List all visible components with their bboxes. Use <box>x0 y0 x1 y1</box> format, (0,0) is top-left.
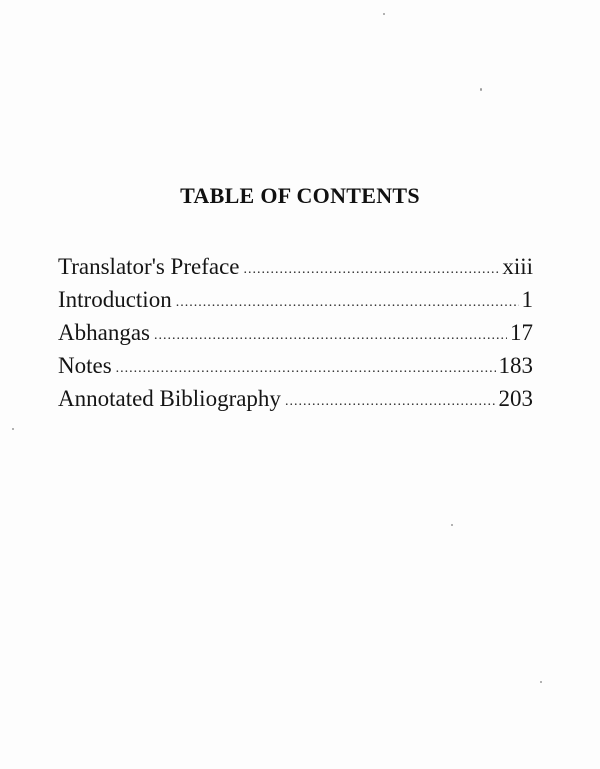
toc-entry-page: 183 <box>498 353 533 378</box>
scan-speck <box>12 428 14 430</box>
dot-leader <box>176 295 519 311</box>
dot-leader <box>285 394 496 410</box>
toc-entry <box>58 320 533 353</box>
dot-leader <box>244 262 500 278</box>
toc-entry-title: Introduction <box>58 287 172 312</box>
toc-entry-title: Translator's Preface <box>58 254 240 279</box>
table-of-contents <box>58 254 533 419</box>
toc-entry-page: 203 <box>498 386 533 411</box>
toc-entry <box>58 386 533 419</box>
scan-speck <box>480 88 482 91</box>
toc-entry-title: Annotated Bibliography <box>58 386 281 411</box>
scan-speck <box>383 13 385 15</box>
toc-entry-title: Notes <box>58 353 112 378</box>
scan-speck <box>451 524 453 526</box>
dot-leader <box>116 361 496 377</box>
scan-speck <box>540 681 542 683</box>
toc-entry <box>58 254 533 287</box>
toc-entry-page: 17 <box>510 320 533 345</box>
toc-entry-title: Abhangas <box>58 320 150 345</box>
dot-leader <box>154 328 507 344</box>
toc-entry <box>58 287 533 320</box>
toc-entry-page: xiii <box>502 254 533 279</box>
page-title: TABLE OF CONTENTS <box>180 182 420 208</box>
toc-entry-page: 1 <box>521 287 533 312</box>
toc-entry <box>58 353 533 386</box>
